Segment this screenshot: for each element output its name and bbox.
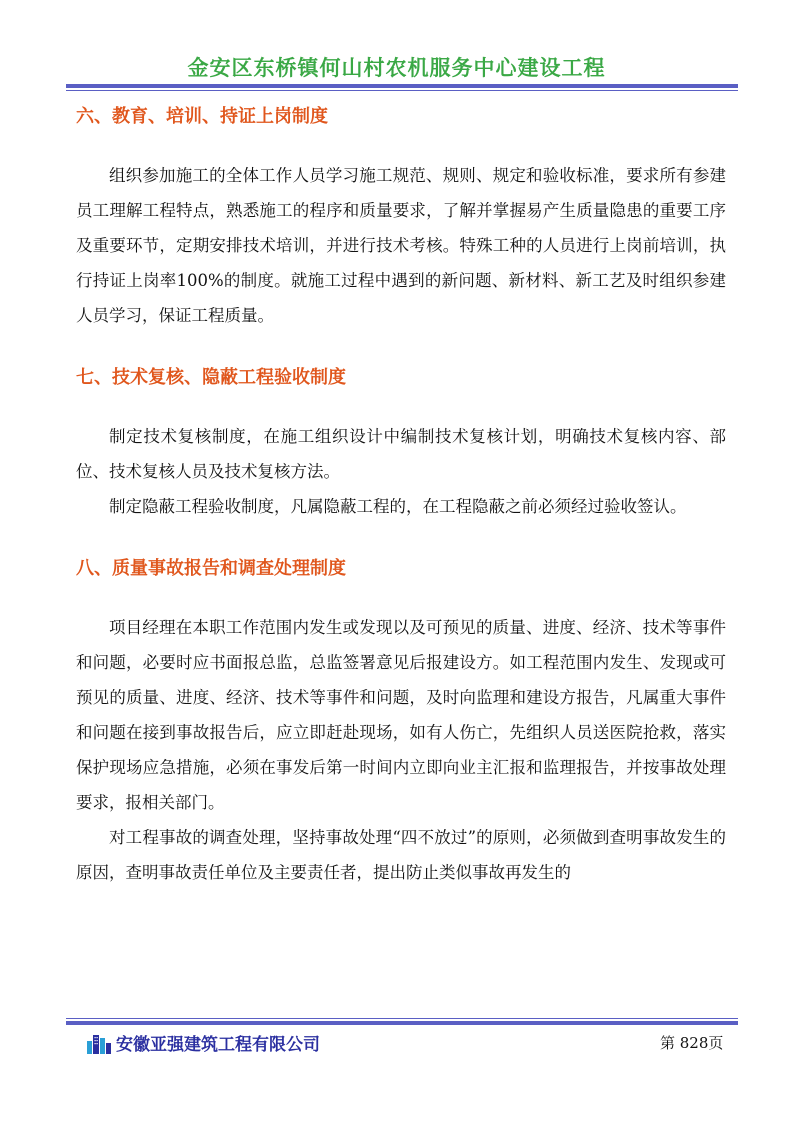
section-heading-7: 七、技术复核、隐蔽工程验收制度 <box>76 367 346 388</box>
header-rule-thick <box>66 84 738 88</box>
footer-company <box>86 1030 320 1055</box>
section-7-paragraph-1: 制定技术复核制度，在施工组织设计中编制技术复核计划，明确技术复核内容、部位、技术复核人员及技术复核方法。 <box>76 427 726 481</box>
section-6-paragraph-1: 组织参加施工的全体工作人员学习施工规范、规则、规定和验收标准，要求所有参建员工理解工程特点，熟悉施工的程序和质量要求，了解并掌握易产生质量隐患的重要工序及重要环节，定期安排技术培训，并进行技术考核。特殊工种的人员进行上岗前培训，执行持证上岗率100%的制度。就施工过程中遇到的新问题、新材料、新工艺及时组织参建人员学习，保证工程质量。 <box>76 166 726 325</box>
section-heading-8: 八、质量事故报告和调查处理制度 <box>76 558 346 579</box>
page-header-title: 金安区东桥镇何山村农机服务中心建设工程 <box>187 56 606 80</box>
footer-rule-thin <box>66 1018 738 1019</box>
footer-page-number: 第 828页 <box>660 1034 724 1052</box>
building-logo-icon <box>86 1032 112 1054</box>
footer-rule-thick <box>66 1021 738 1025</box>
header-rule-thin <box>66 90 738 91</box>
document-body <box>76 96 726 890</box>
section-8-paragraph-1: 项目经理在本职工作范围内发生或发现以及可预见的质量、进度、经济、技术等事件和问题，必要时应书面报总监，总监签署意见后报建设方。如工程范围内发生、发现或可预见的质量、进度、经济、技术等事件和问题，及时向监理和建设方报告，凡属重大事件和问题在接到事故报告后，应立即赶赴现场，如有人伤亡，先组织人员送医院抢救，落实保护现场应急措施，必须在事发后第一时间内立即向业主汇报和监理报告，并按事故处理要求，报相关部门。 <box>76 618 726 812</box>
section-heading-6: 六、教育、培训、持证上岗制度 <box>76 106 328 127</box>
footer-company-name: 安徽亚强建筑工程有限公司 <box>116 1035 320 1055</box>
section-7-paragraph-2: 制定隐蔽工程验收制度，凡属隐蔽工程的，在工程隐蔽之前必须经过验收签认。 <box>109 497 687 516</box>
section-8-paragraph-2: 对工程事故的调查处理，坚持事故处理“四不放过”的原则，必须做到查明事故发生的原因，查明事故责任单位及主要责任者，提出防止类似事故再发生的 <box>76 828 726 882</box>
